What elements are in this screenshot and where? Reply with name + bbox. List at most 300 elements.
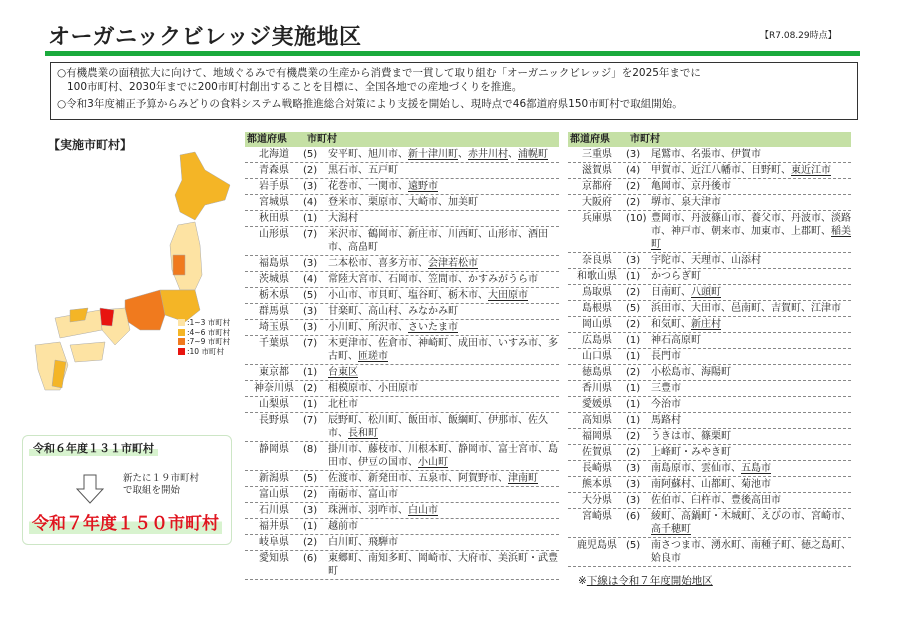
municipality-name: 篠栗町	[701, 431, 731, 442]
municipality-count: (3)	[303, 181, 318, 192]
intro-box	[50, 62, 858, 120]
municipality-count: (1)	[626, 271, 641, 282]
municipality-name: 飯綱町	[448, 415, 478, 426]
table-row	[245, 272, 559, 288]
municipality-list: 花巻市、一関市、遠野市	[328, 181, 438, 192]
municipality-name: 越前市	[328, 521, 358, 532]
municipality-list: 浜田市、大田市、邑南町、吉賀町、江津市	[651, 303, 841, 314]
map-chubu	[125, 290, 165, 330]
municipality-name: 雲仙市	[701, 463, 731, 474]
note-text: 下線は令和７年度開始地区	[586, 575, 713, 587]
municipality-list: 小松島市、海陽町	[651, 367, 731, 378]
municipality-name: 姶良市	[651, 553, 681, 564]
municipality-name: 馬路村	[651, 415, 681, 426]
municipality-count: (1)	[303, 213, 318, 224]
municipality-count: (6)	[303, 553, 318, 564]
prefecture-name: 新潟県	[259, 473, 289, 484]
prefecture-name: 東京都	[259, 367, 289, 378]
municipality-name: 宇陀市	[651, 255, 681, 266]
municipality-list: 米沢市、鶴岡市、新庄市、川西町、山形市、酒田市、高畠町	[328, 229, 548, 253]
previous-year-count: 令和６年度１３１市町村	[29, 440, 158, 456]
prefecture-name: 熊本県	[582, 479, 612, 490]
municipality-name: 珠洲市	[328, 505, 358, 516]
municipality-count: (5)	[626, 540, 641, 551]
municipality-count: (3)	[626, 149, 641, 160]
municipality-name: 佐伯市	[651, 495, 681, 506]
municipality-name: 甘楽町	[328, 306, 358, 317]
municipality-count: (1)	[303, 399, 318, 410]
municipality-name: 南島原市	[651, 463, 691, 474]
prefecture-name: 香川県	[582, 383, 612, 394]
intro-text-1a: ○有機農業の面積拡大に向けて、地域ぐるみで有機農業の生産から消費まで一貫して取り組む「オーガニックビレッジ」を2025年までに	[57, 67, 701, 79]
municipality-name: 朝来市	[711, 226, 741, 237]
municipality-name: 泉大津市	[681, 197, 721, 208]
municipality-count: (2)	[303, 383, 318, 394]
municipality-name: 大府市	[458, 553, 488, 564]
municipality-name: 南阿蘇村	[651, 479, 691, 490]
municipality-name: 一関市	[368, 181, 398, 192]
municipality-name: 山添村	[731, 255, 761, 266]
table-row	[568, 365, 851, 381]
municipality-name: 新庄村	[691, 319, 721, 330]
municipality-name: 今治市	[651, 399, 681, 410]
map-hokkaido	[175, 152, 230, 220]
note-mark: ※	[578, 575, 587, 587]
prefecture-name: 岐阜県	[259, 537, 289, 548]
municipality-name: 徳之島町	[801, 540, 841, 551]
municipality-list	[328, 520, 559, 533]
municipality-list: 佐渡市、新発田市、五泉市、阿賀野市、津南町	[328, 473, 538, 484]
municipality-name: 伊賀市	[731, 149, 761, 160]
municipality-name: 高山村	[368, 306, 398, 317]
municipality-name: 新庄市	[408, 229, 438, 240]
table-row	[245, 413, 559, 442]
municipality-name: 上郡町	[791, 226, 821, 237]
municipality-name: 新十津川町	[408, 149, 458, 160]
municipality-count: (2)	[626, 319, 641, 330]
municipality-name: 辰野町	[328, 415, 358, 426]
municipality-count: (10)	[626, 213, 647, 224]
table-row	[245, 487, 559, 503]
table-row	[245, 195, 559, 211]
municipality-name: 菊池市	[741, 479, 771, 490]
municipality-name: 堺市	[651, 197, 671, 208]
municipality-name: 浜田市	[651, 303, 681, 314]
table-row	[568, 445, 851, 461]
municipality-name: 石岡市	[388, 274, 418, 285]
municipality-count: (3)	[626, 463, 641, 474]
table-row	[568, 349, 851, 365]
municipality-name: 五戸町	[368, 165, 398, 176]
municipality-list: 辰野町、松川町、飯田市、飯綱町、伊那市、佐久市、長和町	[328, 415, 548, 439]
municipality-name: 旭川市	[368, 149, 398, 160]
table-row	[568, 538, 851, 567]
prefecture-name: 高知県	[582, 415, 612, 426]
municipality-list: 小山市、市貝町、塩谷町、栃木市、大田原市	[328, 290, 528, 301]
municipality-count: (1)	[626, 415, 641, 426]
table-row	[568, 509, 851, 538]
prefecture-name: 兵庫県	[582, 213, 612, 224]
municipality-name: 静岡市	[458, 444, 488, 455]
table-row	[568, 381, 851, 397]
table-row	[245, 519, 559, 535]
municipality-list: 安平町、旭川市、新十津川町、赤井川村、浦幌町	[328, 149, 548, 160]
prefecture-name: 福岡県	[582, 431, 612, 442]
prefecture-name: 三重県	[582, 149, 612, 160]
municipality-list: 小川町、所沢市、さいたま市	[328, 322, 458, 333]
municipality-count: (7)	[303, 338, 318, 349]
prefecture-name: 福島県	[259, 258, 289, 269]
table-row	[568, 477, 851, 493]
legend-item: :7~9 市町村	[178, 337, 230, 347]
municipality-name: 小川町	[328, 322, 358, 333]
as-of-date: 【R7.08.29時点】	[760, 31, 837, 41]
municipality-list: 木更津市、佐倉市、神崎町、成田市、いすみ市、多古町、匝瑳市	[328, 338, 558, 362]
municipality-name: 五泉市	[418, 473, 448, 484]
municipality-name: 三豊市	[651, 383, 681, 394]
page-title: オーガニックビレッジ実施地区	[48, 25, 362, 50]
table-row	[568, 147, 851, 163]
municipality-list: 亀岡市、京丹後市	[651, 181, 731, 192]
table-row	[568, 429, 851, 445]
municipality-list: 白川町、飛騨市	[328, 537, 398, 548]
table-row	[245, 320, 559, 336]
prefecture-name: 宮崎県	[582, 511, 612, 522]
map-yamagata	[173, 255, 185, 275]
prefecture-name: 福井県	[259, 521, 289, 532]
municipality-name: 稲美町	[651, 226, 851, 250]
municipality-name: 佐渡市	[328, 473, 358, 484]
municipality-name: 栃木市	[448, 290, 478, 301]
municipality-name: かすみがうら市	[468, 274, 538, 285]
municipality-name: 宮崎市	[811, 511, 841, 522]
table-row	[245, 535, 559, 551]
municipality-name: 掛川市	[328, 444, 358, 455]
municipality-count: (2)	[303, 165, 318, 176]
prefecture-name: 鳥取県	[582, 287, 612, 298]
municipality-count: (2)	[626, 197, 641, 208]
municipality-name: 京丹後市	[691, 181, 731, 192]
municipality-name: 常陸大宮市	[328, 274, 378, 285]
table-row	[568, 461, 851, 477]
municipality-name: 美浜町・武豊町	[328, 553, 558, 577]
section-label: 【実施市町村】	[48, 138, 133, 152]
prefecture-name: 神奈川県	[254, 383, 294, 394]
municipality-count: (5)	[303, 473, 318, 484]
map-legend	[178, 318, 230, 356]
municipality-count: (4)	[303, 197, 318, 208]
municipality-name: 塩谷町	[408, 290, 438, 301]
municipality-name: 木更津市	[328, 338, 368, 349]
municipality-count: (3)	[626, 495, 641, 506]
municipality-list: 掛川市、藤枝市、川根本町、静岡市、富士宮市、島田市、伊豆の国市、小山町	[328, 444, 558, 468]
prefecture-name: 秋田県	[259, 213, 289, 224]
municipality-name: 松川町	[368, 415, 398, 426]
municipality-name: 加美町	[448, 197, 478, 208]
municipality-name: 津南町	[508, 473, 538, 484]
table-header: 都道府県 市町村	[568, 132, 851, 147]
municipality-list: 南阿蘇村、山都町、菊池市	[651, 479, 771, 490]
municipality-name: 南さつま市	[651, 540, 701, 551]
municipality-table-left	[245, 132, 559, 580]
municipality-name: 富士宮市	[498, 444, 538, 455]
municipality-count: (1)	[303, 367, 318, 378]
municipality-name: 丹波市	[791, 213, 821, 224]
table-row	[568, 413, 851, 429]
table-row	[245, 227, 559, 256]
municipality-name: 小山町	[418, 457, 448, 468]
table-row	[568, 179, 851, 195]
municipality-name: 日南町	[651, 287, 681, 298]
table-row	[245, 336, 559, 365]
municipality-name: 黒石市	[328, 165, 358, 176]
municipality-name: 伊豆の国市	[358, 457, 408, 468]
municipality-table-right	[568, 132, 851, 567]
municipality-list	[328, 366, 559, 379]
table-row	[245, 147, 559, 163]
municipality-name: 亀岡市	[651, 181, 681, 192]
legend-item: :1~3 市町村	[178, 318, 230, 328]
prefecture-name: 山形県	[259, 229, 289, 240]
municipality-count: (2)	[303, 537, 318, 548]
municipality-count: (3)	[626, 255, 641, 266]
municipality-name: 成田市	[458, 338, 488, 349]
table-row	[245, 471, 559, 487]
municipality-name: 南種子町	[751, 540, 791, 551]
municipality-count: (2)	[626, 367, 641, 378]
municipality-name: 尾鷲市	[651, 149, 681, 160]
municipality-count: (1)	[303, 521, 318, 532]
municipality-count: (2)	[626, 447, 641, 458]
municipality-list	[651, 398, 851, 411]
municipality-name: 栗原市	[368, 197, 398, 208]
municipality-name: 南知多町	[368, 553, 408, 564]
table-row	[245, 551, 559, 580]
municipality-name: 養父市	[751, 213, 781, 224]
municipality-name: 多古町	[328, 338, 558, 362]
municipality-name: 花巻市	[328, 181, 358, 192]
municipality-list: 二本松市、喜多方市、会津若松市	[328, 258, 478, 269]
municipality-list: 黒石市、五戸町	[328, 165, 398, 176]
municipality-name: 大崎市	[408, 197, 438, 208]
municipality-name: 丹波篠山市	[691, 213, 741, 224]
prefecture-name: 北海道	[259, 149, 289, 160]
table-row	[245, 503, 559, 519]
prefecture-name: 静岡県	[259, 444, 289, 455]
municipality-list: 南砺市、富山市	[328, 489, 398, 500]
municipality-name: 神石高原町	[651, 335, 701, 346]
municipality-name: 台東区	[328, 367, 358, 378]
prefecture-name: 岩手県	[259, 181, 289, 192]
right-column	[568, 132, 851, 588]
table-row	[245, 365, 559, 381]
municipality-name: えびの市	[761, 511, 801, 522]
municipality-name: 近江八幡市	[691, 165, 741, 176]
municipality-name: 綾町	[651, 511, 671, 522]
table-row	[568, 317, 851, 333]
municipality-name: 上峰町・みやき町	[651, 447, 731, 458]
municipality-count: (4)	[303, 274, 318, 285]
municipality-list	[651, 382, 851, 395]
table-row	[245, 211, 559, 227]
prefecture-name: 鹿児島県	[577, 540, 617, 551]
municipality-name: かつらぎ町	[651, 271, 701, 282]
title-divider	[45, 51, 860, 56]
prefecture-name: 埼玉県	[259, 322, 289, 333]
prefecture-name: 富山県	[259, 489, 289, 500]
prefecture-name: 宮城県	[259, 197, 289, 208]
current-year-count: 令和７年度１５０市町村	[29, 509, 222, 534]
prefecture-name: 山梨県	[259, 399, 289, 410]
municipality-name: 長和町	[348, 428, 378, 439]
table-row	[245, 397, 559, 413]
prefecture-name: 石川県	[259, 505, 289, 516]
municipality-name: 大田原市	[488, 290, 528, 301]
legend-item: :10 市町村	[178, 347, 230, 357]
municipality-name: 佐倉市	[378, 338, 408, 349]
municipality-name: 喜多方市	[378, 258, 418, 269]
prefecture-name: 徳島県	[582, 367, 612, 378]
prefecture-name: 広島県	[582, 335, 612, 346]
municipality-name: 山都町	[701, 479, 731, 490]
municipality-name: 吉賀町	[771, 303, 801, 314]
municipality-count: (2)	[626, 287, 641, 298]
prefecture-name: 青森県	[259, 165, 289, 176]
municipality-name: 神戸市	[671, 226, 701, 237]
municipality-name: 江津市	[811, 303, 841, 314]
municipality-list: 佐伯市、臼杵市、豊後高田市	[651, 495, 781, 506]
municipality-list: 東郷町、南知多町、岡崎市、大府市、美浜町・武豊町	[328, 553, 558, 577]
municipality-list	[651, 270, 851, 283]
municipality-name: 浦幌町	[518, 149, 548, 160]
table-row	[245, 304, 559, 320]
table-row	[245, 256, 559, 272]
prefecture-name: 和歌山県	[577, 271, 617, 282]
municipality-count: (2)	[626, 431, 641, 442]
table-row	[568, 195, 851, 211]
municipality-name: 羽咋市	[368, 505, 398, 516]
municipality-list: 宇陀市、天理市、山添村	[651, 255, 761, 266]
municipality-name: 神崎町	[418, 338, 448, 349]
municipality-list: 甘楽町、高山村、みなかみ町	[328, 306, 458, 317]
municipality-name: 加東市	[751, 226, 781, 237]
municipality-name: 市貝町	[368, 290, 398, 301]
prefecture-name: 茨城県	[259, 274, 289, 285]
municipality-name: みなかみ町	[408, 306, 458, 317]
municipality-list: うきは市、篠栗町	[651, 431, 731, 442]
municipality-list	[328, 212, 559, 225]
municipality-name: 高畠町	[348, 242, 378, 253]
municipality-list: 常陸大宮市、石岡市、笠間市、かすみがうら市	[328, 274, 538, 285]
prefecture-name: 大分県	[582, 495, 612, 506]
municipality-count: (1)	[626, 351, 641, 362]
municipality-name: 高鍋町・木城町	[681, 511, 751, 522]
municipality-list: 豊岡市、丹波篠山市、養父市、丹波市、淡路市、神戸市、朝来市、加東市、上郡町、稲美町	[651, 213, 851, 250]
new-count-note: 新たに１９市町村 で取組を開始	[123, 473, 200, 496]
municipality-list: 南さつま市、湧水町、南種子町、徳之島町、姶良市	[651, 540, 851, 564]
municipality-name: 阿賀野市	[458, 473, 498, 484]
prefecture-name: 大阪府	[582, 197, 612, 208]
table-row	[568, 285, 851, 301]
municipality-name: 白川町	[328, 537, 358, 548]
municipality-count: (5)	[626, 303, 641, 314]
municipality-name: 五島市	[741, 463, 771, 474]
prefecture-name: 愛知県	[259, 553, 289, 564]
municipality-count: (5)	[303, 290, 318, 301]
table-row	[245, 179, 559, 195]
municipality-list: 南島原市、雲仙市、五島市	[651, 463, 771, 474]
municipality-name: 海陽町	[701, 367, 731, 378]
municipality-name: 富山市	[368, 489, 398, 500]
down-arrow-icon	[76, 474, 104, 504]
municipality-name: 遠野市	[408, 181, 438, 192]
municipality-name: 邑南町	[731, 303, 761, 314]
prefecture-name: 滋賀県	[582, 165, 612, 176]
municipality-name: 所沢市	[368, 322, 398, 333]
municipality-name: 小山市	[328, 290, 358, 301]
table-header: 都道府県 市町村	[245, 132, 559, 147]
prefecture-name: 長崎県	[582, 463, 612, 474]
municipality-name: 飯田市	[408, 415, 438, 426]
municipality-name: 臼杵市	[691, 495, 721, 506]
table-row	[568, 163, 851, 179]
prefecture-name: 奈良県	[582, 255, 612, 266]
municipality-list: 日南町、八頭町	[651, 287, 721, 298]
municipality-name: 八頭町	[691, 287, 721, 298]
prefecture-name: 佐賀県	[582, 447, 612, 458]
municipality-name: 伊那市	[488, 415, 518, 426]
municipality-name: 白山市	[408, 505, 438, 516]
municipality-list: 珠洲市、羽咋市、白山市	[328, 505, 438, 516]
prefecture-name: 栃木県	[259, 290, 289, 301]
left-column	[245, 132, 559, 580]
municipality-name: 東近江市	[791, 165, 831, 176]
prefecture-name: 群馬県	[259, 306, 289, 317]
table-row	[568, 253, 851, 269]
municipality-count: (1)	[626, 383, 641, 394]
municipality-count: (8)	[303, 444, 318, 455]
municipality-list	[651, 350, 851, 363]
municipality-name: 長門市	[651, 351, 681, 362]
municipality-name: 飛騨市	[368, 537, 398, 548]
municipality-name: 小田原市	[378, 383, 418, 394]
summary-box	[22, 435, 232, 545]
municipality-count: (3)	[303, 505, 318, 516]
table-row	[245, 163, 559, 179]
table-row	[568, 301, 851, 317]
municipality-list	[651, 334, 851, 347]
municipality-list: 綾町、高鍋町・木城町、えびの市、宮崎市、高千穂町	[651, 511, 851, 535]
prefecture-name: 山口県	[582, 351, 612, 362]
municipality-count: (7)	[303, 229, 318, 240]
municipality-name: 小松島市	[651, 367, 691, 378]
table-row	[568, 269, 851, 285]
table-row	[568, 333, 851, 349]
municipality-name: 高千穂町	[651, 524, 691, 535]
municipality-list: 相模原市、小田原市	[328, 383, 418, 394]
municipality-name: 赤井川村	[468, 149, 508, 160]
municipality-name: 北杜市	[328, 399, 358, 410]
map-shikoku	[70, 342, 105, 362]
municipality-name: 川根本町	[408, 444, 448, 455]
municipality-name: うきは市	[651, 431, 691, 442]
municipality-name: 天理市	[691, 255, 721, 266]
municipality-count: (6)	[626, 511, 641, 522]
japan-map	[30, 150, 235, 410]
legend-item: :4~6 市町村	[178, 328, 230, 338]
municipality-name: 登米市	[328, 197, 358, 208]
municipality-list: 甲賀市、近江八幡市、日野町、東近江市	[651, 165, 831, 176]
